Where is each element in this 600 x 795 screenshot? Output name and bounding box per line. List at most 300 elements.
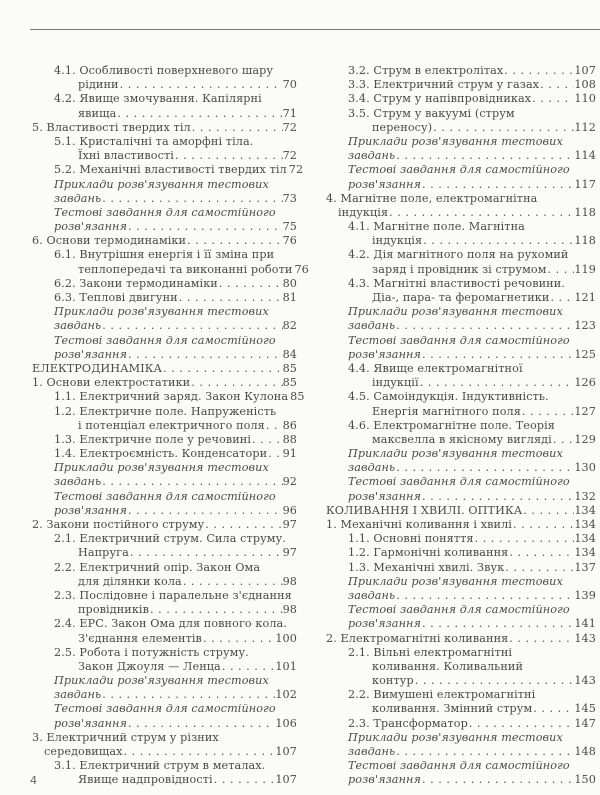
toc-line [32, 248, 297, 262]
toc-page-number: 85 [282, 376, 297, 390]
toc-entry-text: 3. Електричний струм у різних [32, 730, 219, 744]
toc-line [32, 220, 297, 234]
toc-line [326, 632, 596, 646]
toc-entry-text: Тестові завдання для самостійного [348, 163, 570, 177]
toc-line [32, 702, 297, 716]
toc-entry-text: завдань [348, 745, 396, 758]
toc-entry-text: Приклади розв'язування тестових [54, 461, 269, 475]
toc-page-number: 112 [574, 120, 596, 134]
toc-line [32, 107, 297, 121]
toc-line [326, 773, 596, 787]
toc-line [326, 405, 596, 419]
toc-entry-text: ЕЛЕКТРОДИНАМІКА [32, 361, 163, 375]
toc-line [326, 745, 596, 759]
toc-page-number: 132 [574, 489, 596, 503]
dot-leader [531, 92, 574, 106]
toc-entry-text: 2.5. Робота і потужність струму. [54, 645, 249, 659]
toc-entry-text: 2.4. ЕРС. Закон Ома для повного кола. [54, 617, 287, 631]
dot-leader [421, 348, 574, 362]
toc-line [326, 291, 596, 305]
toc-entry-text: Приклади розв'язування тестових [348, 574, 563, 588]
dot-leader [204, 518, 282, 532]
toc-page-number: 72 [288, 163, 304, 177]
toc-line [32, 192, 297, 206]
toc-entry-text: розв'язання [54, 220, 128, 234]
toc-line [326, 178, 596, 192]
toc-page-number: 84 [282, 347, 297, 361]
toc-entry-text: Тестові завдання для самостійного [54, 702, 276, 716]
toc-entry-text: явища [78, 106, 117, 120]
toc-page-number: 117 [574, 177, 596, 191]
toc-entry-text: 1.1. Електричний заряд. Закон Кулона [54, 390, 289, 404]
toc-page-number: 114 [574, 149, 596, 163]
toc-line [326, 390, 596, 404]
dot-leader [508, 546, 574, 560]
toc-line [32, 277, 297, 291]
toc-page-number: 118 [574, 205, 596, 219]
toc-line [326, 78, 596, 92]
toc-page-number: 97 [282, 518, 297, 531]
toc-entry-text: 1.3. Механічні хвилі. Звук [348, 560, 505, 574]
header-rule [30, 29, 600, 30]
dot-leader [119, 78, 283, 92]
dot-leader [521, 405, 574, 419]
toc-line [326, 64, 596, 78]
toc-line [326, 107, 596, 121]
toc-entry-text: 1.2. Електричне поле. Напруженість [54, 404, 277, 418]
dot-leader [178, 291, 283, 305]
toc-line [32, 632, 297, 646]
dot-leader [468, 717, 575, 731]
toc-line [326, 532, 596, 546]
toc-line [326, 135, 596, 149]
toc-line [32, 490, 297, 504]
dot-leader [127, 220, 283, 234]
dot-leader [127, 348, 283, 362]
toc-entry-text: розв'язання [348, 489, 422, 503]
toc-page-number: 76 [294, 262, 309, 276]
toc-entry-text: 5.2. Механічні властивості твердих тіл [54, 163, 287, 177]
toc-entry-text: 4.6. Електромагнітне поле. Теорія [348, 418, 555, 432]
toc-line [326, 419, 596, 433]
dot-leader [221, 660, 276, 674]
toc-entry-text: 4.2. Дія магнітного поля на рухомий [348, 248, 569, 262]
toc-entry-text: 2.2. Електричний опір. Закон Ома [54, 560, 261, 574]
toc-entry-text: для ділянки кола [78, 574, 182, 588]
toc-line [32, 376, 297, 390]
toc-line [32, 262, 309, 277]
page-number: 4 [30, 774, 37, 787]
toc-entry-text: Приклади розв'язування тестових [54, 674, 269, 688]
toc-entry-text: 2.3. Трансформатор [348, 716, 468, 730]
toc-entry-text: Їхні властивості [78, 149, 174, 163]
toc-page-number: 97 [282, 546, 297, 560]
dot-leader [174, 149, 283, 163]
toc-line [326, 334, 596, 348]
toc-entry-text: 2.1. Вільні електромагнітні [348, 645, 513, 659]
dot-leader [127, 504, 283, 518]
toc-entry-text: переносу) [372, 120, 433, 134]
toc-entry-text: Енергія магнітного поля [372, 404, 521, 418]
toc-page-number: 137 [574, 560, 596, 574]
toc-page-number: 85 [282, 361, 297, 375]
toc-entry-text: Тестові завдання для самостійного [54, 205, 276, 219]
toc-line [326, 92, 596, 106]
dot-leader [421, 490, 574, 504]
toc-page-number: 143 [574, 674, 596, 688]
toc-entry-text: Напруга [78, 546, 129, 560]
toc-left-column [32, 64, 309, 788]
toc-line [326, 220, 596, 234]
dot-leader [251, 433, 283, 447]
dot-leader [508, 632, 574, 646]
toc-page-number: 148 [574, 745, 596, 758]
toc-line [32, 92, 297, 106]
toc-line [326, 731, 596, 745]
toc-line [326, 348, 596, 362]
dot-leader [101, 319, 282, 333]
toc-entry-text: 3.2. Струм в електролітах [348, 64, 504, 77]
dot-leader [552, 433, 575, 447]
dot-leader [421, 617, 574, 631]
toc-line [32, 461, 297, 475]
toc-entry-text: 2.1. Електричний струм. Сила струму. [54, 532, 286, 546]
toc-page-number: 143 [574, 631, 596, 645]
toc-line [326, 518, 596, 532]
toc-page-number: 80 [282, 276, 297, 290]
dot-leader [191, 121, 283, 135]
toc-entry-text: Закон Джоуля — Ленца [78, 659, 221, 673]
toc-line [32, 390, 305, 404]
toc-line [326, 305, 596, 319]
toc-entry-text: 1. Механічні коливання і хвилі [326, 518, 512, 531]
toc-entry-text: рідини [78, 78, 119, 92]
toc-line [326, 475, 596, 489]
toc-page-number: 88 [282, 432, 297, 446]
dot-leader [267, 447, 282, 461]
toc-line [32, 546, 297, 560]
toc-entry-text: 2.2. Вимушені електромагнітні [348, 688, 536, 702]
dot-leader [503, 64, 574, 78]
toc-line [326, 575, 596, 589]
toc-entry-text: 2.3. Послідовне і паралельне з'єднання [54, 588, 292, 602]
toc-page-number: 106 [275, 716, 297, 730]
toc-line [32, 717, 297, 731]
toc-entry-text: 4. Магнітне поле, електромагнітна [326, 191, 538, 205]
toc-line [326, 149, 596, 163]
toc-page-number: 76 [282, 234, 297, 248]
toc-entry-text: 1.1. Основні поняття [348, 532, 474, 546]
toc-entry-text: провідників [78, 603, 149, 617]
toc-entry-text: 4.4. Явище електромагнітної [348, 361, 523, 375]
toc-entry-text: 2. Закони постійного струму [32, 518, 205, 531]
toc-entry-text: Приклади розв'язування тестових [348, 730, 563, 744]
toc-entry-text: завдань [54, 191, 102, 205]
toc-line [326, 504, 596, 518]
toc-line [32, 759, 297, 773]
toc-entry-text: 4.5. Самоіндукція. Індуктивність. [348, 390, 549, 404]
toc-page-number: 71 [282, 106, 297, 120]
toc-line [326, 674, 596, 688]
toc-line [32, 589, 297, 603]
toc-right-column [326, 64, 596, 788]
toc-page-number: 107 [275, 745, 297, 758]
toc-entry-text: індукція [372, 234, 423, 248]
toc-line [32, 475, 297, 489]
toc-page-number: 85 [290, 390, 305, 404]
toc-entry-text: 5. Властивості твердих тіл [32, 120, 191, 134]
toc-line [326, 433, 596, 447]
toc-entry-text: завдань [348, 319, 396, 333]
toc-entry-text: Тестові завдання для самостійного [348, 603, 570, 617]
toc-line [32, 64, 297, 78]
toc-line [326, 163, 596, 177]
toc-page-number: 130 [574, 461, 596, 475]
toc-entry-text: Приклади розв'язування тестових [348, 134, 563, 148]
dot-leader [522, 504, 574, 518]
toc-line [32, 362, 297, 376]
toc-entry-text: 3.4. Струм у напівпровідниках [348, 92, 532, 106]
toc-line [326, 561, 596, 575]
toc-entry-text: завдань [54, 688, 102, 702]
toc-page-number: 102 [275, 688, 297, 702]
toc-page-number: 118 [574, 234, 596, 248]
toc-entry-text: Тестові завдання для самостійного [348, 333, 570, 347]
dot-leader [149, 603, 283, 617]
toc-entry-text: 6.1. Внутрішня енергія і її зміна при [54, 248, 275, 262]
toc-line [32, 603, 297, 617]
toc-entry-text: 6.3. Теплові двигуни [54, 291, 178, 304]
dot-leader [202, 632, 275, 646]
toc-line [32, 447, 297, 461]
dot-leader [190, 376, 282, 390]
toc-line [32, 660, 297, 674]
toc-line [326, 263, 596, 277]
toc-line [326, 546, 596, 560]
toc-page-number: 127 [574, 404, 596, 418]
toc-line [326, 206, 596, 220]
toc-line [326, 688, 596, 702]
toc-page-number: 147 [574, 716, 596, 730]
dot-leader [422, 234, 574, 248]
dot-leader [421, 178, 574, 192]
toc-line [326, 461, 596, 475]
toc-line [32, 135, 297, 149]
toc-entry-text: середовищах [44, 745, 123, 758]
dot-leader [532, 702, 574, 716]
dot-leader [549, 291, 574, 305]
toc-entry-text: завдань [54, 475, 102, 489]
toc-line [326, 702, 596, 716]
dot-leader [123, 745, 276, 759]
dot-leader [395, 149, 574, 163]
dot-leader [129, 546, 283, 560]
toc-line [326, 660, 596, 674]
toc-page-number: 134 [574, 503, 596, 517]
toc-page-number: 134 [574, 518, 596, 531]
dot-leader [265, 419, 283, 433]
toc-page-number: 98 [282, 603, 297, 617]
toc-line [32, 206, 297, 220]
toc-line [326, 717, 596, 731]
toc-page-number: 129 [574, 432, 596, 446]
toc-entry-text: і потенціал електричного поля [78, 418, 265, 432]
toc-entry-text: розв'язання [348, 177, 422, 191]
toc-page-number: 81 [282, 291, 297, 304]
toc-entry-text: 1.4. Електроємність. Конденсатори [54, 447, 268, 461]
toc-line [32, 305, 297, 319]
toc-entry-text: індукції [372, 376, 419, 390]
toc-entry-text: розв'язання [54, 347, 128, 361]
dot-leader [474, 532, 575, 546]
toc-line [32, 234, 297, 248]
toc-line [326, 234, 596, 248]
toc-line [32, 334, 297, 348]
toc-line [32, 121, 297, 135]
toc-line [32, 163, 304, 177]
dot-leader [395, 461, 574, 475]
toc-entry-text: 3.5. Струм у вакуумі (струм [348, 106, 515, 120]
toc-page-number: 73 [282, 191, 297, 205]
toc-line [32, 688, 297, 702]
toc-page-number: 134 [574, 546, 596, 560]
toc-page-number: 119 [574, 262, 596, 276]
toc-entry-text: розв'язання [348, 347, 422, 361]
dot-leader [504, 561, 574, 575]
dot-leader [101, 192, 282, 206]
toc-page-number: 139 [574, 588, 596, 602]
toc-page-number: 145 [574, 702, 596, 716]
dot-leader [419, 376, 575, 390]
toc-line [32, 518, 297, 532]
toc-entry-text: Приклади розв'язування тестових [348, 447, 563, 461]
dot-leader [101, 475, 282, 489]
toc-page-number: 141 [574, 617, 596, 631]
dot-leader [395, 319, 574, 333]
toc-entry-text: теплопередачі та виконанні роботи [78, 262, 293, 276]
toc-page-number: 107 [574, 64, 596, 77]
dot-leader [421, 773, 574, 787]
toc-line [326, 603, 596, 617]
toc-page-number: 75 [282, 220, 297, 234]
toc-entry-text: Тестові завдання для самостійного [348, 475, 570, 489]
toc-entry-text: максвелла в якісному вигляді [372, 432, 552, 446]
toc-line [32, 178, 297, 192]
toc-line [326, 759, 596, 773]
toc-entry-text: індукція [338, 205, 389, 219]
toc-entry-text: розв'язання [54, 716, 128, 730]
toc-entry-text: заряд і провідник зі струмом [372, 262, 547, 276]
toc-page-number: 110 [574, 92, 596, 106]
toc-page-number: 126 [574, 376, 596, 390]
toc-page-number: 86 [282, 418, 297, 432]
toc-entry-text: Тестові завдання для самостійного [348, 759, 570, 773]
toc-entry-text: З'єднання елементів [78, 631, 202, 645]
toc-line [326, 447, 596, 461]
toc-entry-text: 4.2. Явище змочування. Капілярні [54, 92, 262, 106]
dot-leader [218, 277, 283, 291]
toc-entry-text: 3.1. Електричний струм в металах. [54, 759, 266, 773]
dot-leader [432, 121, 574, 135]
dot-leader [539, 78, 574, 92]
toc-line [32, 433, 297, 447]
toc-line [32, 291, 297, 305]
toc-page-number: 150 [574, 773, 596, 787]
toc-entry-text: розв'язання [348, 617, 422, 631]
toc-line [326, 192, 596, 206]
dot-leader [162, 362, 282, 376]
toc-line [326, 277, 596, 291]
toc-entry-text: завдань [348, 149, 396, 163]
toc-entry-text: коливання. Змінний струм [372, 702, 533, 716]
toc-entry-text: Діа-, пара- та феромагнетики [372, 291, 550, 304]
toc-line [32, 674, 297, 688]
toc-entry-text: КОЛИВАННЯ І ХВИЛІ. ОПТИКА [326, 503, 523, 517]
toc-line [32, 405, 297, 419]
dot-leader [395, 745, 574, 759]
toc-page-number: 98 [282, 574, 297, 588]
toc-line [326, 248, 596, 262]
dot-leader [127, 717, 275, 731]
toc-page-number: 92 [282, 475, 297, 489]
toc-entry-text: коливання. Коливальний [372, 659, 524, 673]
dot-leader [182, 575, 283, 589]
toc-line [32, 561, 297, 575]
dot-leader [186, 234, 282, 248]
toc-entry-text: 4.1. Особливості поверхневого шару [54, 64, 274, 77]
toc-entry-text: 1.2. Гармонічні коливання [348, 546, 509, 560]
toc-page-number: 96 [282, 503, 297, 517]
toc-line [32, 617, 297, 631]
toc-line [32, 149, 297, 163]
toc-line [32, 419, 297, 433]
toc-line [326, 617, 596, 631]
toc-entry-text: Явище надпровідності [78, 773, 213, 787]
toc-page-number: 134 [574, 532, 596, 546]
toc-line [326, 362, 596, 376]
toc-page-number: 91 [282, 447, 297, 461]
toc-entry-text: Тестові завдання для самостійного [54, 333, 276, 347]
toc-line [32, 745, 297, 759]
toc-line [32, 319, 297, 333]
toc-entry-text: 3.3. Електричний струм у газах [348, 78, 540, 92]
toc-entry-text: 5.1. Кристалічні та аморфні тіла. [54, 134, 254, 148]
toc-page-number: 108 [574, 78, 596, 92]
toc-page-number: 82 [282, 319, 297, 333]
toc-page-number: 72 [282, 120, 297, 134]
dot-leader [101, 688, 275, 702]
toc-entry-text: завдань [348, 461, 396, 475]
toc-page-number: 123 [574, 319, 596, 333]
dot-leader [388, 206, 574, 220]
toc-entry-text: Приклади розв'язування тестових [54, 305, 269, 319]
toc-page-number: 125 [574, 347, 596, 361]
dot-leader [213, 773, 276, 787]
toc-page-number: 107 [275, 773, 297, 787]
toc-line [32, 532, 297, 546]
toc-entry-text: 4.3. Магнітні властивості речовини. [348, 276, 565, 290]
toc-line [32, 78, 297, 92]
toc-page-number: 72 [282, 149, 297, 163]
toc-entry-text: завдань [348, 588, 396, 602]
toc-entry-text: розв'язання [54, 503, 128, 517]
toc-page-number: 100 [275, 631, 297, 645]
dot-leader [395, 589, 574, 603]
dot-leader [414, 674, 575, 688]
toc-line [32, 504, 297, 518]
toc-entry-text: 2. Електромагнітні коливання [326, 631, 509, 645]
toc-entry-text: 4.1. Магнітне поле. Магнітна [348, 220, 525, 234]
